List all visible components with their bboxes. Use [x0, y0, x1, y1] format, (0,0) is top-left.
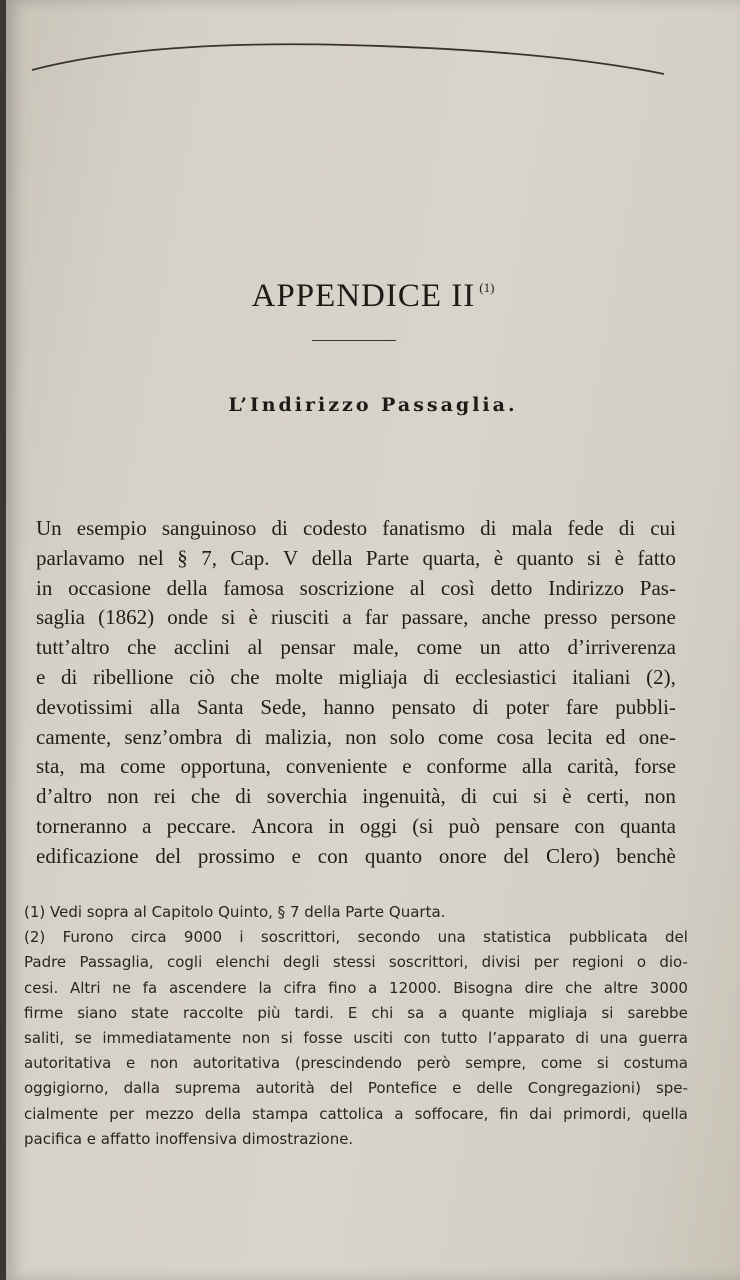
appendix-title — [6, 278, 740, 315]
footnote-line: saliti, se immediatamente non si fosse usciti con tutto l’apparato di una guerra — [24, 1028, 688, 1047]
body-line: Un esempio sanguinoso di codesto fanatismo di mala fede di cui — [36, 516, 676, 540]
footnote-line: oggigiorno, dalla suprema autorità del Pontefice e delle Congregazioni) spe- — [24, 1079, 688, 1098]
body-line: camente, senz’ombra di malizia, non solo come cosa lecita ed one- — [36, 724, 676, 749]
body-line: torneranno a peccare. Ancora in oggi (si può pensare con quanta — [36, 813, 676, 838]
top-rule — [6, 0, 740, 90]
body-line: tutt’altro che acclini al pensar male, come un atto d’irriverenza — [36, 635, 676, 660]
title-divider — [312, 340, 396, 341]
footnote-line: autoritativa e non autoritativa (prescindendo però sempre, come si costuma — [24, 1054, 688, 1073]
section-subheading: L’Indirizzo Passaglia. — [228, 394, 518, 416]
body-paragraph — [36, 514, 676, 872]
body-line: sta, ma come opportuna, conveniente e conforme alla carità, forse — [36, 754, 676, 779]
footnote-line: Padre Passaglia, cogli elenchi degli stessi soscrittori, divisi per regioni o dio- — [24, 953, 688, 972]
body-line: e di ribellione ciò che molte migliaja di ecclesiastici italiani (2), — [36, 664, 676, 689]
footnote-line: cialmente per mezzo della stampa cattolica a soffocare, fin dai primordi, quella — [24, 1104, 688, 1123]
appendix-note-ref: (1) — [479, 280, 495, 295]
body-line: in occasione della famosa soscrizione al così detto Indirizzo Pas- — [36, 575, 676, 600]
footnote-line: (2) Furono circa 9000 i soscrittori, secondo una statistica pubblicata del — [24, 928, 688, 947]
footnotes — [24, 900, 688, 1152]
body-line: parlavamo nel § 7, Cap. V della Parte quarta, è quanto si è fatto — [36, 545, 676, 570]
body-line: edificazione del prossimo e con quanto onore del Clero) benchè — [36, 843, 676, 868]
book-page — [6, 0, 740, 1280]
body-line: saglia (1862) onde si è riusciti a far passare, anche presso persone — [36, 605, 676, 630]
footnote-line: cesi. Altri ne fa ascendere la cifra fino a 12000. Bisogna dire che altre 3000 — [24, 978, 688, 997]
footnote-line: pacifica e affatto inoffensiva dimostrazione. — [24, 1129, 354, 1148]
body-line: devotissimi alla Santa Sede, hanno pensato di poter fare pubbli- — [36, 694, 676, 719]
body-line: d’altro non rei che di soverchia ingenuità, di cui si è certi, non — [36, 784, 676, 809]
footnote-line: firme siano state raccolte più tardi. E chi sa a quante migliaja si sarebbe — [24, 1003, 688, 1022]
footnote-line: (1) Vedi sopra al Capitolo Quinto, § 7 della Parte Quarta. — [24, 903, 446, 921]
appendix-title-text: APPENDICE II — [251, 278, 476, 314]
